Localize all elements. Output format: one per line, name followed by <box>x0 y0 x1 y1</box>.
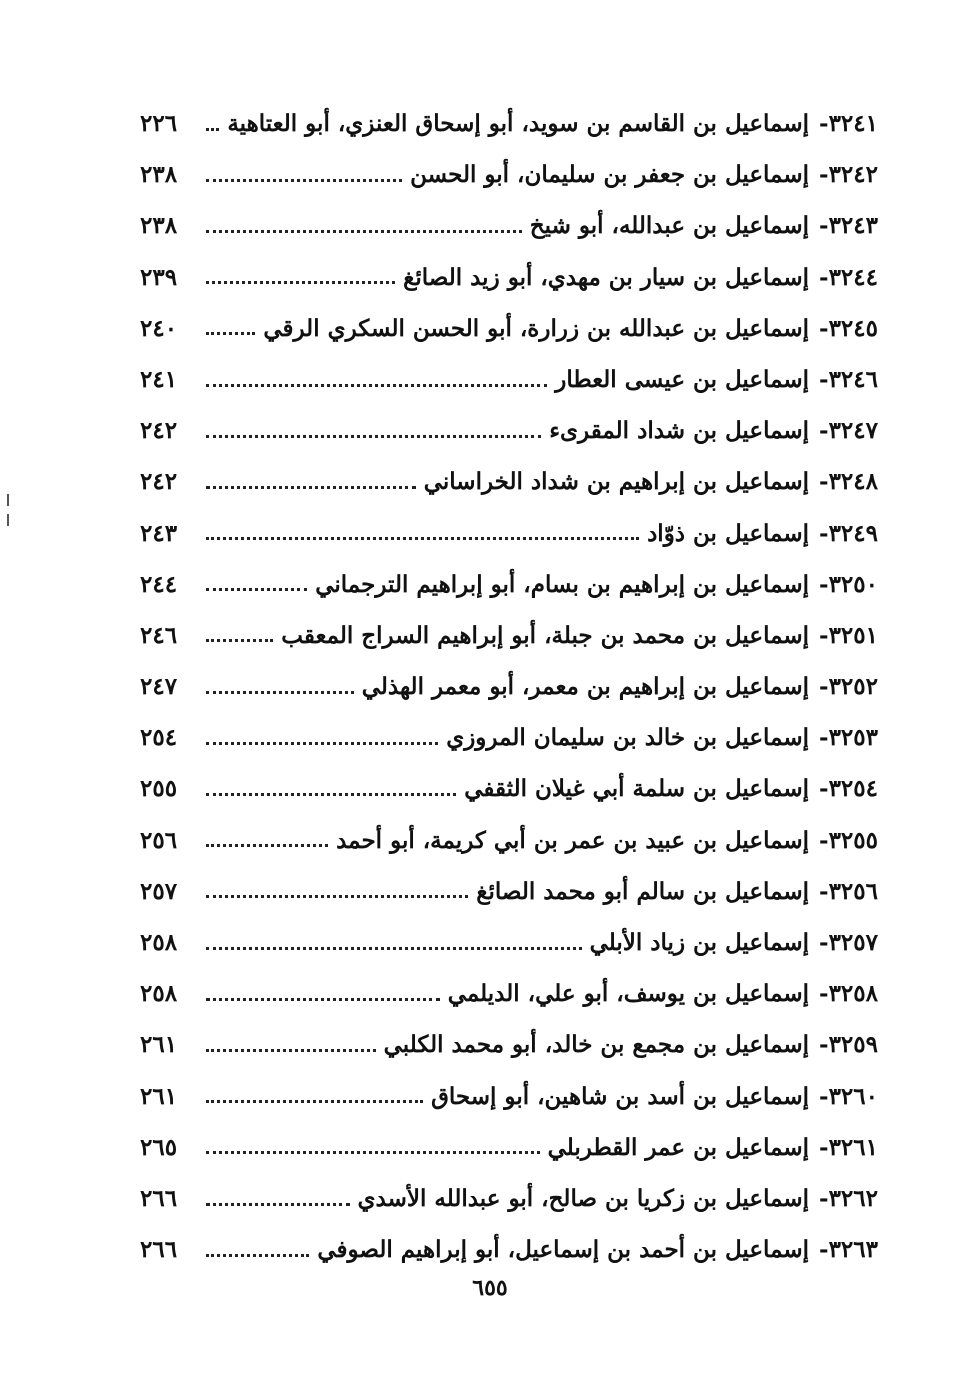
toc-entry <box>140 1173 878 1224</box>
entry-separator: - <box>819 365 829 393</box>
entry-title: إسماعيل بن محمد بن جبلة، أبو إبراهيم السراج المعقب <box>281 621 810 649</box>
entry-page-number: ٢٤٧ <box>140 673 178 701</box>
entry-title: إسماعيل بن ذوّاد <box>647 519 810 547</box>
entry-number: ٣٢٥٤ <box>828 775 878 803</box>
dot-leader <box>206 113 219 135</box>
toc-entry <box>140 456 878 507</box>
entry-number: ٣٢٦٠ <box>828 1082 878 1110</box>
entry-separator: - <box>819 212 829 240</box>
dot-leader <box>206 317 255 339</box>
entry-title: إسماعيل بن زياد الأبلي <box>589 929 810 956</box>
entry-title: إسماعيل بن سيار بن مهدي، أبو زيد الصائغ <box>403 263 810 291</box>
toc-entry <box>140 354 878 405</box>
entry-number: ٣٢٦٢ <box>828 1184 878 1212</box>
entry-number: ٣٢٥٢ <box>828 673 878 701</box>
dot-leader <box>206 676 354 698</box>
entry-separator: - <box>819 877 829 905</box>
toc-entry <box>140 1019 878 1070</box>
toc-entry <box>140 1071 878 1122</box>
entry-separator: - <box>819 929 829 956</box>
entry-separator: - <box>819 519 829 547</box>
entry-page-number: ٢٢٦ <box>140 110 178 137</box>
entry-number: ٣٢٤٧ <box>828 417 878 445</box>
scan-margin-mark <box>7 494 9 506</box>
entry-number: ٣٢٤٦ <box>828 365 878 393</box>
entry-title: إسماعيل بن يوسف، أبو علي، الديلمي <box>447 980 810 1008</box>
entry-page-number: ٢٥٨ <box>140 980 178 1008</box>
scan-margin-mark <box>7 514 9 526</box>
dot-leader <box>206 420 541 442</box>
entry-number: ٣٢٤١ <box>828 110 878 137</box>
dot-leader <box>206 932 582 954</box>
dot-leader <box>206 727 438 749</box>
entry-separator: - <box>819 1184 829 1212</box>
entry-separator: - <box>819 1236 829 1264</box>
entry-page-number: ٢٤٠ <box>140 314 178 342</box>
entry-title: إسماعيل بن عبيد بن عمر بن أبي كريمة، أبو أحمد <box>336 826 810 854</box>
entry-separator: - <box>819 1082 829 1110</box>
entry-title: إسماعيل بن أحمد بن إسماعيل، أبو إبراهيم الصوفي <box>317 1236 810 1264</box>
entry-page-number: ٢٣٨ <box>140 212 178 240</box>
toc-entry <box>140 763 878 814</box>
dot-leader <box>206 164 402 186</box>
entry-separator: - <box>819 775 829 803</box>
entry-number: ٣٢٤٢ <box>828 161 878 189</box>
toc-entry <box>140 1224 878 1275</box>
entry-title: إسماعيل بن عيسى العطار <box>555 365 810 393</box>
entry-page-number: ٢٥٨ <box>140 929 178 956</box>
entry-title: إسماعيل بن سالم أبو محمد الصائغ <box>476 877 810 905</box>
entry-page-number: ٢٥٦ <box>140 826 178 854</box>
entry-number: ٣٢٤٥ <box>828 314 878 342</box>
entry-page-number: ٢٦١ <box>140 1031 178 1059</box>
entry-page-number: ٢٦١ <box>140 1082 178 1110</box>
entry-page-number: ٢٤٦ <box>140 621 178 649</box>
entry-number: ٣٢٥١ <box>828 621 878 649</box>
entry-separator: - <box>819 1031 829 1059</box>
toc-entry <box>140 661 878 712</box>
entry-separator: - <box>819 110 829 137</box>
page-number: ٦٥٥ <box>472 1275 508 1301</box>
toc-entry <box>140 200 878 251</box>
entry-title: إسماعيل بن عبدالله، أبو شيخ <box>529 212 810 240</box>
entry-separator: - <box>819 314 829 342</box>
dot-leader <box>206 369 547 391</box>
entry-title: إسماعيل بن سلمة أبي غيلان الثقفي <box>464 775 810 803</box>
toc-entry <box>140 712 878 763</box>
entry-number: ٣٢٤٣ <box>828 212 878 240</box>
entry-page-number: ٢٤١ <box>140 365 178 393</box>
entry-page-number: ٢٤٣ <box>140 519 178 547</box>
toc-entry <box>140 866 878 917</box>
entry-page-number: ٢٦٦ <box>140 1184 178 1212</box>
entry-title: إسماعيل بن شداد المقرىء <box>549 417 810 445</box>
table-of-contents <box>140 98 878 1275</box>
entry-separator: - <box>819 1133 829 1161</box>
toc-entry <box>140 508 878 559</box>
entry-page-number: ٢٥٤ <box>140 724 178 752</box>
entry-number: ٣٢٥٠ <box>828 570 878 598</box>
dot-leader <box>206 1034 376 1056</box>
entry-number: ٣٢٤٨ <box>828 468 878 496</box>
entry-number: ٣٢٥٣ <box>828 724 878 752</box>
toc-entry <box>140 149 878 200</box>
dot-leader <box>206 1085 423 1107</box>
entry-separator: - <box>819 673 829 701</box>
entry-separator: - <box>819 570 829 598</box>
toc-entry <box>140 1122 878 1173</box>
entry-number: ٣٢٦١ <box>828 1133 878 1161</box>
entry-separator: - <box>819 417 829 445</box>
entry-title: إسماعيل بن عبدالله بن زرارة، أبو الحسن السكري الرقي <box>263 314 810 342</box>
dot-leader <box>206 522 639 544</box>
dot-leader <box>206 983 440 1005</box>
entry-title: إسماعيل بن إبراهيم بن بسام، أبو إبراهيم الترجماني <box>315 570 810 598</box>
entry-separator: - <box>819 263 829 291</box>
entry-page-number: ٢٣٨ <box>140 161 178 189</box>
entry-page-number: ٢٦٥ <box>140 1133 178 1161</box>
entry-page-number: ٢٤٢ <box>140 417 178 445</box>
dot-leader <box>206 778 456 800</box>
entry-number: ٣٢٥٩ <box>828 1031 878 1059</box>
entry-title: إسماعيل بن زكريا بن صالح، أبو عبدالله الأسدي <box>357 1184 810 1212</box>
entry-number: ٣٢٥٨ <box>828 980 878 1008</box>
entry-page-number: ٢٥٧ <box>140 877 178 905</box>
toc-entry <box>140 559 878 610</box>
entry-number: ٣٢٥٦ <box>828 877 878 905</box>
dot-leader <box>206 1188 350 1210</box>
dot-leader <box>206 471 416 493</box>
entry-title: إسماعيل بن إبراهيم بن معمر، أبو معمر الهذلي <box>361 673 810 701</box>
dot-leader <box>206 624 273 646</box>
entry-page-number: ٢٣٩ <box>140 263 178 291</box>
toc-entry <box>140 968 878 1019</box>
toc-entry <box>140 917 878 968</box>
entry-title: إسماعيل بن إبراهيم بن شداد الخراساني <box>423 468 810 496</box>
dot-leader <box>206 573 307 595</box>
entry-title: إسماعيل بن أسد بن شاهين، أبو إسحاق <box>431 1082 810 1110</box>
entry-title: إسماعيل بن القاسم بن سويد، أبو إسحاق العنزي، أبو العتاهية <box>227 110 810 137</box>
entry-title: إسماعيل بن جعفر بن سليمان، أبو الحسن <box>410 161 810 189</box>
entry-number: ٣٢٤٩ <box>828 519 878 547</box>
entry-number: ٣٢٥٧ <box>828 929 878 956</box>
toc-entry <box>140 815 878 866</box>
toc-entry <box>140 303 878 354</box>
entry-number: ٣٢٥٥ <box>828 826 878 854</box>
toc-entry <box>140 252 878 303</box>
entry-title: إسماعيل بن عمر القطربلي <box>547 1133 810 1161</box>
entry-separator: - <box>819 468 829 496</box>
entry-title: إسماعيل بن خالد بن سليمان المروزي <box>446 724 810 752</box>
entry-page-number: ٢٤٤ <box>140 570 178 598</box>
dot-leader <box>206 880 468 902</box>
dot-leader <box>206 1136 540 1158</box>
toc-entry <box>140 610 878 661</box>
entry-separator: - <box>819 826 829 854</box>
toc-entry <box>140 405 878 456</box>
entry-page-number: ٢٦٦ <box>140 1236 178 1264</box>
entry-title: إسماعيل بن مجمع بن خالد، أبو محمد الكلبي <box>383 1031 810 1059</box>
entry-page-number: ٢٤٢ <box>140 468 178 496</box>
dot-leader <box>206 829 328 851</box>
entry-page-number: ٢٥٥ <box>140 775 178 803</box>
entry-separator: - <box>819 621 829 649</box>
entry-number: ٣٢٤٤ <box>828 263 878 291</box>
entry-number: ٣٢٦٣ <box>828 1236 878 1264</box>
toc-entry <box>140 98 878 149</box>
entry-separator: - <box>819 161 829 189</box>
entry-separator: - <box>819 724 829 752</box>
dot-leader <box>206 1239 309 1261</box>
entry-separator: - <box>819 980 829 1008</box>
dot-leader <box>206 215 522 237</box>
dot-leader <box>206 266 395 288</box>
